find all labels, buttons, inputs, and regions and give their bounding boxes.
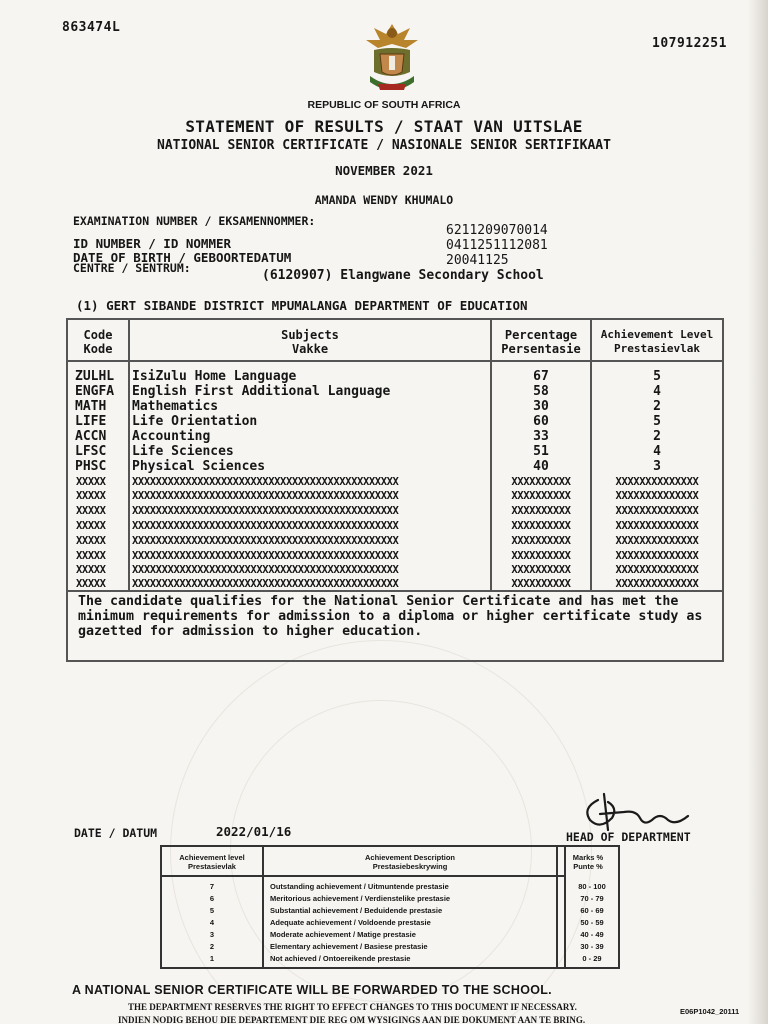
subject-name: Accounting: [132, 429, 211, 444]
legend-header-level-en: Achievement level: [179, 853, 245, 862]
legend-row: [162, 917, 604, 929]
dob-value: 20041125: [446, 253, 509, 268]
filler-percentage: XXXXXXXXXX: [511, 490, 571, 502]
subject-name: English First Additional Language: [132, 384, 391, 399]
serial-left: 863474L: [62, 20, 121, 35]
filler-level: XXXXXXXXXXXXXX: [615, 490, 699, 502]
subject-name: Life Orientation: [132, 414, 258, 429]
filler-code: XXXXX: [76, 505, 106, 517]
header-code: [68, 328, 128, 356]
legend-description: Moderate achievement / Matige prestasie: [270, 930, 416, 939]
legend-header-description: [264, 853, 556, 871]
filler-level: XXXXXXXXXXXXXX: [615, 564, 699, 576]
legend-level: 7: [209, 882, 215, 891]
header-achievement-level: [592, 328, 722, 356]
header-level-en: Achievement Level: [600, 328, 714, 341]
filler-level: XXXXXXXXXXXXXX: [615, 505, 699, 517]
filler-code: XXXXX: [76, 520, 106, 532]
filler-level: XXXXXXXXXXXXXX: [615, 535, 699, 547]
legend-header-level-af: Prestasievlak: [188, 862, 236, 871]
subject-code: ENGFA: [75, 384, 115, 399]
legend-row: [162, 881, 606, 893]
qualification-statement: The candidate qualifies for the National Senior Certificate and has met the minimum requirements for admission to a diploma or higher certificate study as gazetted for admission to higher education.: [78, 594, 703, 639]
disclaimer-afrikaans: INDIEN NODIG BEHOU DIE DEPARTEMENT DIE REG OM WYSIGINGS AAN DIE DOKUMENT AAN TE BRING.: [118, 1015, 586, 1024]
legend-range: 30 - 39: [580, 942, 604, 951]
district-line: (1) GERT SIBANDE DISTRICT MPUMALANGA DEPARTMENT OF EDUCATION: [76, 298, 528, 313]
results-table: [66, 318, 724, 662]
filler-name: XXXXXXXXXXXXXXXXXXXXXXXXXXXXXXXXXXXXXXXXXXXXX: [132, 505, 399, 517]
filler-level: XXXXXXXXXXXXXX: [615, 520, 699, 532]
legend-header-marks-en: Marks %: [572, 853, 604, 862]
candidate-name: AMANDA WENDY KHUMALO: [314, 193, 454, 207]
legend-row: [162, 905, 604, 917]
header-subjects-af: Vakke: [291, 342, 329, 356]
legend-description: Outstanding achievement / Uitmuntende prestasie: [270, 882, 449, 891]
header-subjects-en: Subjects: [281, 328, 339, 342]
filler-code: XXXXX: [76, 550, 106, 562]
legend-level: 4: [209, 918, 215, 927]
subject-level: 5: [653, 369, 661, 384]
subject-level: 3: [653, 459, 661, 474]
legend-level: 3: [209, 930, 215, 939]
legend-description: Not achieved / Ontoereikende prestasie: [270, 954, 411, 963]
filler-percentage: XXXXXXXXXX: [511, 505, 571, 517]
filler-name: XXXXXXXXXXXXXXXXXXXXXXXXXXXXXXXXXXXXXXXXXXXXX: [132, 490, 399, 502]
filler-row: [68, 475, 722, 490]
filler-row: [68, 489, 722, 504]
subject-level: 2: [653, 429, 661, 444]
filler-name: XXXXXXXXXXXXXXXXXXXXXXXXXXXXXXXXXXXXXXXXXXXXX: [132, 535, 399, 547]
centre-value: (6120907) Elangwane Secondary School: [262, 268, 544, 283]
subject-name: IsiZulu Home Language: [132, 369, 297, 384]
legend-header-divider: [162, 875, 564, 877]
header-code-en: Code: [83, 328, 113, 342]
serial-right: 107912251: [652, 36, 727, 51]
filler-row: [68, 504, 722, 519]
filler-row: [68, 563, 722, 578]
filler-level: XXXXXXXXXXXXXX: [615, 578, 699, 590]
subject-level: 4: [653, 444, 661, 459]
header-percentage-en: Percentage: [504, 328, 578, 342]
exam-number-label: EXAMINATION NUMBER / EKSAMENNOMMER:: [73, 214, 316, 228]
page-edge-shadow: [748, 0, 768, 1024]
subject-percentage: 67: [533, 369, 549, 384]
legend-range: 80 - 100: [578, 882, 606, 891]
legend-header-marks-af: Punte %: [573, 862, 603, 871]
legend-header-desc-en: Achievement Description: [364, 853, 456, 862]
subject-code: ZULHL: [75, 369, 115, 384]
date-label: DATE / DATUM: [74, 826, 158, 840]
subject-name: Life Sciences: [132, 444, 234, 459]
exam-session: NOVEMBER 2021: [335, 163, 433, 178]
subject-percentage: 58: [533, 384, 549, 399]
country-name: REPUBLIC OF SOUTH AFRICA: [307, 99, 461, 111]
legend-level: 5: [209, 906, 215, 915]
achievement-legend-table: [160, 845, 606, 969]
subject-level: 2: [653, 399, 661, 414]
legend-description: Substantial achievement / Beduidende prestasie: [270, 906, 443, 915]
legend-range: 70 - 79: [580, 894, 604, 903]
filler-name: XXXXXXXXXXXXXXXXXXXXXXXXXXXXXXXXXXXXXXXXXXXXX: [132, 578, 399, 590]
legend-header-level: [162, 853, 262, 871]
filler-percentage: XXXXXXXXXX: [511, 564, 571, 576]
centre-label: CENTRE / SENTRUM:: [73, 261, 191, 275]
id-number-label: ID NUMBER / ID NOMMER: [73, 236, 232, 251]
id-number-value: 0411251112081: [446, 238, 548, 253]
document-subtitle: NATIONAL SENIOR CERTIFICATE / NASIONALE SENIOR SERTIFIKAAT: [157, 138, 611, 153]
filler-percentage: XXXXXXXXXX: [511, 550, 571, 562]
subject-name: Mathematics: [132, 399, 219, 414]
subject-row: [68, 459, 722, 474]
legend-description: Meritorious achievement / Verdienstelike prestasie: [270, 894, 451, 903]
header-level-af: Prestasievlak: [613, 342, 701, 355]
subject-level: 4: [653, 384, 661, 399]
subject-level: 5: [653, 414, 661, 429]
exam-number-value: 6211209070014: [446, 223, 548, 238]
subject-row: [68, 369, 722, 384]
legend-range: 60 - 69: [580, 906, 604, 915]
header-divider: [68, 360, 722, 362]
filler-percentage: XXXXXXXXXX: [511, 535, 571, 547]
filler-name: XXXXXXXXXXXXXXXXXXXXXXXXXXXXXXXXXXXXXXXXXXXXX: [132, 520, 399, 532]
filler-percentage: XXXXXXXXXX: [511, 578, 571, 590]
subject-row: [68, 399, 722, 414]
filler-code: XXXXX: [76, 578, 106, 590]
subject-code: MATH: [75, 399, 107, 414]
filler-row: [68, 519, 722, 534]
legend-row: [162, 953, 602, 965]
document-title: STATEMENT OF RESULTS / STAAT VAN UITSLAE: [185, 117, 583, 136]
subject-row: [68, 384, 722, 399]
legend-range: 0 - 29: [582, 954, 602, 963]
form-code: E06P1042_20111: [680, 1007, 740, 1016]
filler-code: XXXXX: [76, 490, 106, 502]
filler-level: XXXXXXXXXXXXXX: [615, 550, 699, 562]
filler-name: XXXXXXXXXXXXXXXXXXXXXXXXXXXXXXXXXXXXXXXXXXXXX: [132, 564, 399, 576]
filler-code: XXXXX: [76, 564, 106, 576]
filler-code: XXXXX: [76, 476, 106, 488]
legend-header-desc-af: Prestasiebeskrywing: [372, 862, 448, 871]
header-percentage: [492, 328, 590, 356]
header-percentage-af: Persentasie: [501, 342, 581, 356]
legend-description: Elementary achievement / Basiese prestasie: [270, 942, 428, 951]
issue-date: 2022/01/16: [216, 824, 292, 839]
forward-note: A NATIONAL SENIOR CERTIFICATE WILL BE FORWARDED TO THE SCHOOL.: [72, 983, 552, 997]
filler-row: [68, 534, 722, 549]
subject-name: Physical Sciences: [132, 459, 266, 474]
filler-code: XXXXX: [76, 535, 106, 547]
subject-row: [68, 444, 722, 459]
dob-label: DATE OF BIRTH / GEBOORTEDATUM: [73, 250, 292, 265]
legend-range: 40 - 49: [580, 930, 604, 939]
subject-row: [68, 429, 722, 444]
subject-percentage: 30: [533, 399, 549, 414]
legend-marks-frame: [558, 845, 620, 969]
subject-code: PHSC: [75, 459, 107, 474]
coat-of-arms-icon: [360, 20, 424, 98]
legend-level: 6: [209, 894, 215, 903]
legend-row: [162, 929, 604, 941]
subject-percentage: 33: [533, 429, 549, 444]
filler-level: XXXXXXXXXXXXXX: [615, 476, 699, 488]
filler-percentage: XXXXXXXXXX: [511, 520, 571, 532]
legend-range: 50 - 59: [580, 918, 604, 927]
filler-row: [68, 549, 722, 564]
filler-name: XXXXXXXXXXXXXXXXXXXXXXXXXXXXXXXXXXXXXXXXXXXXX: [132, 476, 399, 488]
header-code-af: Kode: [83, 342, 113, 356]
subject-code: ACCN: [75, 429, 107, 444]
legend-row: [162, 941, 604, 953]
head-of-department-label: HEAD OF DEPARTMENT: [566, 830, 691, 844]
subject-code: LFSC: [75, 444, 107, 459]
legend-level: 1: [209, 954, 215, 963]
legend-level: 2: [209, 942, 215, 951]
subject-percentage: 60: [533, 414, 549, 429]
filler-row: [68, 577, 722, 592]
header-subjects: [130, 328, 490, 356]
filler-percentage: XXXXXXXXXX: [511, 476, 571, 488]
disclaimer-english: THE DEPARTMENT RESERVES THE RIGHT TO EFFECT CHANGES TO THIS DOCUMENT IF NECESSARY.: [128, 1002, 577, 1012]
subject-percentage: 40: [533, 459, 549, 474]
filler-name: XXXXXXXXXXXXXXXXXXXXXXXXXXXXXXXXXXXXXXXXXXXXX: [132, 550, 399, 562]
subject-percentage: 51: [533, 444, 549, 459]
subject-row: [68, 414, 722, 429]
subject-code: LIFE: [75, 414, 107, 429]
legend-row: [162, 893, 604, 905]
legend-description: Adequate achievement / Voldoende prestasie: [270, 918, 431, 927]
